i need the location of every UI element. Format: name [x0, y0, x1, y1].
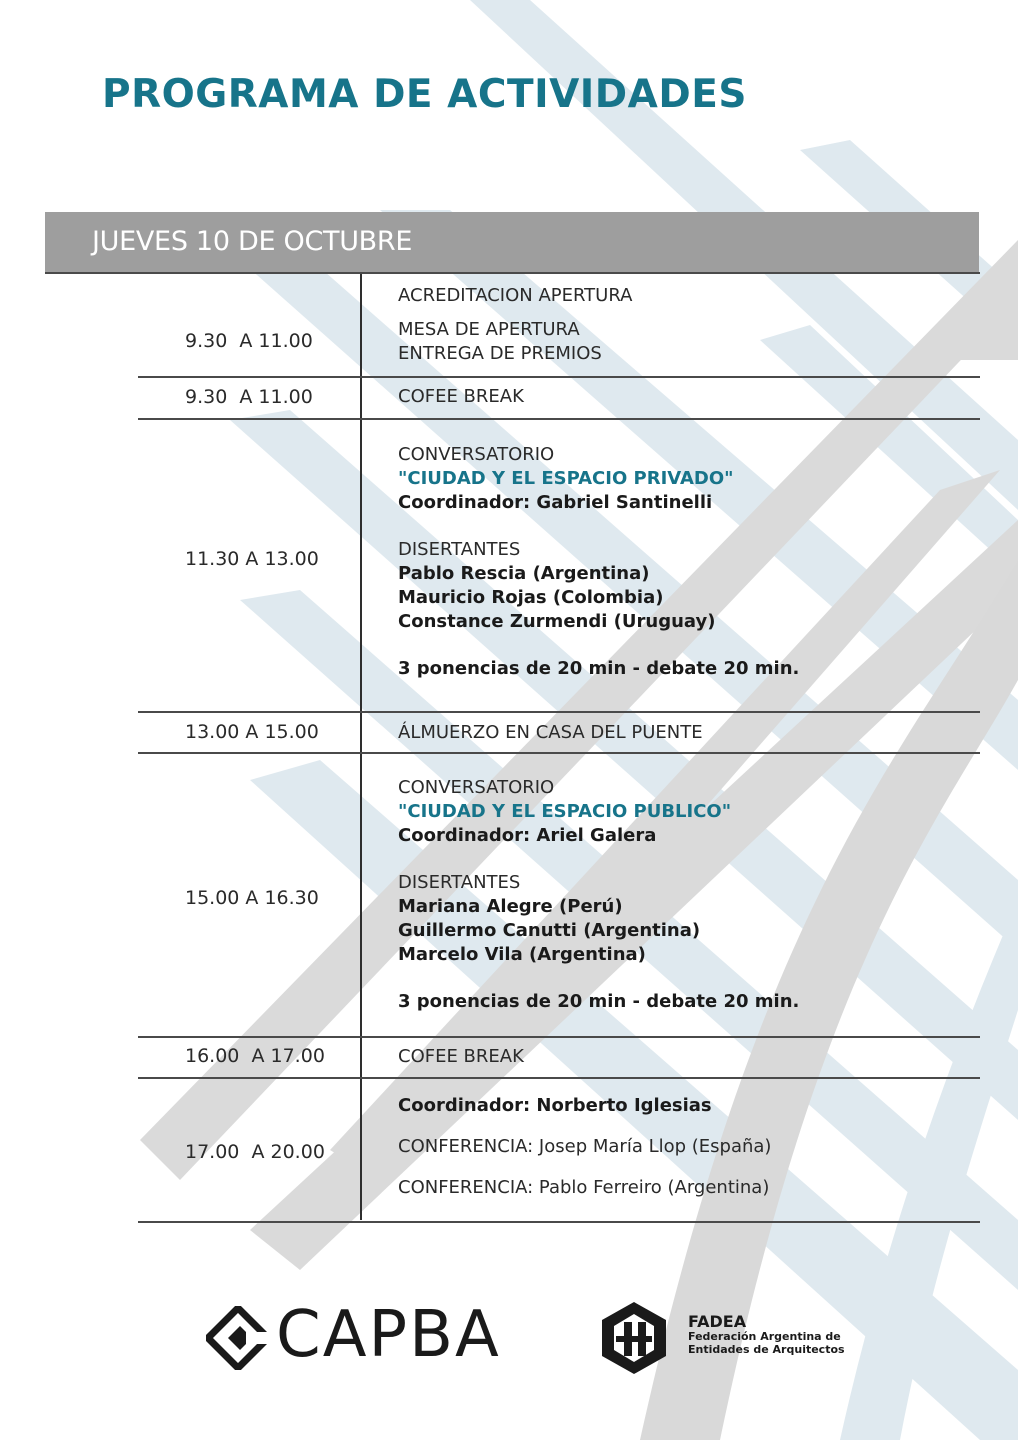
- fadea-logo-subtitle: Federación Argentina de Entidades de Arquitectos: [688, 1330, 845, 1356]
- day-header-bar: [45, 212, 979, 272]
- row-time: 15.00 A 16.30: [185, 887, 319, 909]
- conference-line: CONFERENCIA: Pablo Ferreiro (Argentina): [398, 1177, 770, 1198]
- row-line: ENTREGA DE PREMIOS: [398, 343, 602, 364]
- fadea-logo-icon: [598, 1300, 670, 1376]
- row-time: 11.30 A 13.00: [185, 548, 319, 570]
- row-time: 9.30 A 11.00: [185, 330, 313, 352]
- session-topic: "CIUDAD Y EL ESPACIO PRIVADO": [398, 468, 734, 489]
- row-divider: [138, 376, 980, 378]
- session-note: 3 ponencias de 20 min - debate 20 min.: [398, 991, 800, 1012]
- session-coordinator: Coordinador: Norberto Iglesias: [398, 1095, 712, 1116]
- speakers-label: DISERTANTES: [398, 872, 521, 893]
- session-coordinator: Coordinador: Gabriel Santinelli: [398, 492, 713, 513]
- speaker: Marcelo Vila (Argentina): [398, 944, 646, 965]
- row-time: 17.00 A 20.00: [185, 1141, 325, 1163]
- row-content: [398, 776, 799, 1014]
- speaker: Constance Zurmendi (Uruguay): [398, 611, 716, 632]
- row-divider: [138, 418, 980, 420]
- row-divider: [138, 1077, 980, 1079]
- session-topic: "CIUDAD Y EL ESPACIO PUBLICO": [398, 801, 732, 822]
- row-divider: [138, 752, 980, 754]
- row-time: 13.00 A 15.00: [185, 721, 319, 743]
- row-line: COFEE BREAK: [398, 1046, 524, 1067]
- speaker: Pablo Rescia (Argentina): [398, 563, 650, 584]
- row-content: [398, 721, 703, 745]
- row-line: ACREDITACION APERTURA: [398, 285, 633, 306]
- page-title: PROGRAMA DE ACTIVIDADES: [102, 72, 747, 117]
- session-note: 3 ponencias de 20 min - debate 20 min.: [398, 658, 800, 679]
- capba-logo-icon: [206, 1306, 270, 1370]
- conference-line: CONFERENCIA: Josep María Llop (España): [398, 1136, 772, 1157]
- speakers-label: DISERTANTES: [398, 539, 521, 560]
- row-line: COFEE BREAK: [398, 386, 524, 407]
- speaker: Mauricio Rojas (Colombia): [398, 587, 664, 608]
- row-content: [398, 1045, 524, 1069]
- row-content: [398, 1094, 771, 1200]
- row-divider: [138, 711, 980, 713]
- row-content: [398, 385, 524, 409]
- session-type: CONVERSATORIO: [398, 777, 555, 798]
- row-time: 16.00 A 17.00: [185, 1045, 325, 1067]
- row-content: [398, 443, 799, 681]
- capba-logo-text: CAPBA: [276, 1298, 501, 1372]
- row-content: [398, 284, 632, 366]
- speaker: Guillermo Canutti (Argentina): [398, 920, 701, 941]
- day-header: JUEVES 10 DE OCTUBRE: [92, 226, 413, 257]
- row-divider: [138, 1036, 980, 1038]
- session-type: CONVERSATORIO: [398, 444, 555, 465]
- table-top-border: [45, 272, 980, 274]
- fadea-logo-title: FADEA: [688, 1312, 747, 1331]
- row-line: ÁLMUERZO EN CASA DEL PUENTE: [398, 722, 703, 743]
- session-coordinator: Coordinador: Ariel Galera: [398, 825, 657, 846]
- row-time: 9.30 A 11.00: [185, 386, 313, 408]
- speaker: Mariana Alegre (Perú): [398, 896, 623, 917]
- row-line: MESA DE APERTURA: [398, 319, 580, 340]
- table-bottom-border: [138, 1221, 980, 1223]
